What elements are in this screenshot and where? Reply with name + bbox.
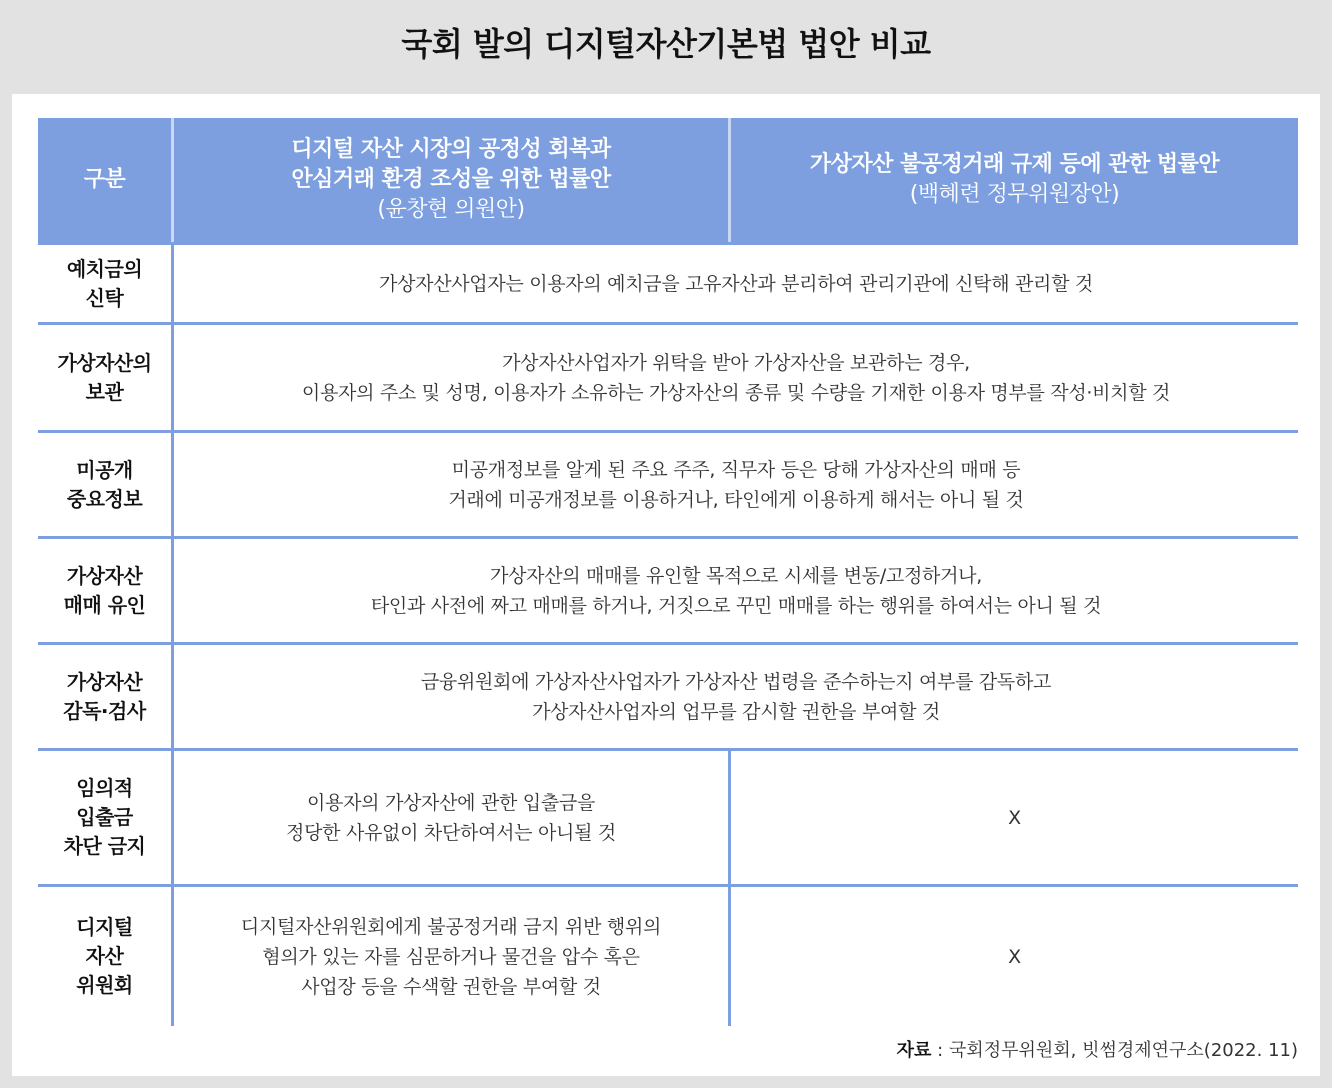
header-bill1-sponsor: (윤창현 의원안): [377, 197, 525, 222]
row-label: [38, 322, 174, 430]
row-bill2-content: X: [731, 748, 1298, 884]
source-separator: :: [931, 1040, 949, 1061]
row-label-line: 가상자산의: [57, 350, 152, 375]
comparison-table-wrapper: [38, 118, 1298, 1026]
header-bill2-sponsor: (백혜련 정무위원장안): [909, 182, 1120, 207]
row-label: [38, 430, 174, 536]
header-bill2-line1: 가상자산 불공정거래 규제 등에 관한 법률안: [809, 152, 1220, 177]
header-bill1-line2: 안심거래 환경 조성을 위한 법률안: [291, 167, 611, 192]
content-line: 가상자산사업자가 위탁을 받아 가상자산을 보관하는 경우,: [502, 351, 970, 374]
table-row: [38, 322, 1298, 430]
content-line: 거래에 미공개정보를 이용하거나, 타인에게 이용하게 해서는 아니 될 것: [448, 488, 1024, 511]
row-bill1-content: [174, 884, 731, 1026]
header-bill2: [731, 118, 1298, 242]
row-label-line: 입출금: [76, 805, 133, 829]
row-common-content: [174, 430, 1298, 536]
row-label-line: 신탁: [85, 285, 124, 310]
row-common-content: [174, 322, 1298, 430]
content-line: 이용자의 주소 및 성명, 이용자가 소유하는 가상자산의 종류 및 수량을 기재한 이용자 명부를 작성·비치할 것: [301, 381, 1171, 404]
table-row: [38, 242, 1298, 322]
row-bill2-content: X: [731, 884, 1298, 1026]
content-line: 정당한 사유없이 차단하여서는 아니될 것: [286, 821, 616, 844]
row-label: [38, 884, 174, 1026]
table-row: [38, 884, 1298, 1026]
content-line: 사업장 등을 수색할 권한을 부여할 것: [301, 975, 601, 998]
row-common-content: [174, 536, 1298, 642]
row-label-line: 예치금의: [66, 256, 143, 281]
table-row: [38, 748, 1298, 884]
row-label-line: 가상자산: [66, 669, 143, 694]
table-row: [38, 536, 1298, 642]
row-label-line: 감독·검사: [63, 698, 146, 723]
row-common-content: [174, 242, 1298, 322]
page-title: 국회 발의 디지털자산기본법 법안 비교: [401, 25, 931, 63]
comparison-table: [38, 118, 1298, 1026]
content-line: 디지털자산위원회에게 불공정거래 금지 위반 행위의: [240, 915, 662, 938]
row-label-line: 중요정보: [66, 486, 143, 511]
content-line: 타인과 사전에 짜고 매매를 하거나, 거짓으로 꾸민 매매를 하는 행위를 하여서는 아니 될 것: [370, 594, 1102, 617]
content-line: 금융위원회에 가상자산사업자가 가상자산 법령을 준수하는지 여부를 감독하고: [420, 670, 1052, 693]
content-line: 가상자산의 매매를 유인할 목적으로 시세를 변동/고정하거나,: [490, 564, 982, 587]
table-row: [38, 430, 1298, 536]
row-bill1-content: [174, 748, 731, 884]
row-label: [38, 536, 174, 642]
header-bill1: [174, 118, 731, 242]
row-label-line: 차단 금지: [63, 834, 146, 858]
header-bill1-line1: 디지털 자산 시장의 공정성 회복과: [291, 137, 611, 162]
row-label-line: 보관: [85, 379, 124, 404]
row-common-content: [174, 642, 1298, 748]
content-line: 이용자의 가상자산에 관한 입출금을: [306, 791, 596, 814]
table-header-row: [38, 118, 1298, 242]
source-note: [897, 1036, 1298, 1062]
content-line: 미공개정보를 알게 된 주요 주주, 직무자 등은 당해 가상자산의 매매 등: [451, 458, 1021, 481]
row-label-line: 디지털: [76, 915, 133, 939]
row-label: [38, 242, 174, 322]
row-label-line: 위원회: [76, 973, 133, 997]
content-line: 혐의가 있는 자를 심문하거나 물건을 압수 혹은: [262, 945, 640, 968]
content-line: 가상자산사업자는 이용자의 예치금을 고유자산과 분리하여 관리기관에 신탁해 관리할 것: [379, 272, 1093, 295]
row-label: [38, 748, 174, 884]
source-text: 국회정무위원회, 빗썸경제연구소(2022. 11): [948, 1040, 1298, 1061]
row-label-line: 가상자산: [66, 563, 143, 588]
table-row: [38, 642, 1298, 748]
source-label: 자료: [896, 1040, 932, 1061]
header-category: 구분: [38, 118, 174, 242]
content-line: 가상자산사업자의 업무를 감시할 권한을 부여할 것: [532, 700, 940, 723]
row-label-line: 매매 유인: [63, 592, 146, 617]
row-label-line: 자산: [85, 944, 124, 968]
row-label-line: 임의적: [76, 776, 133, 800]
row-label-line: 미공개: [76, 457, 133, 482]
row-label: [38, 642, 174, 748]
